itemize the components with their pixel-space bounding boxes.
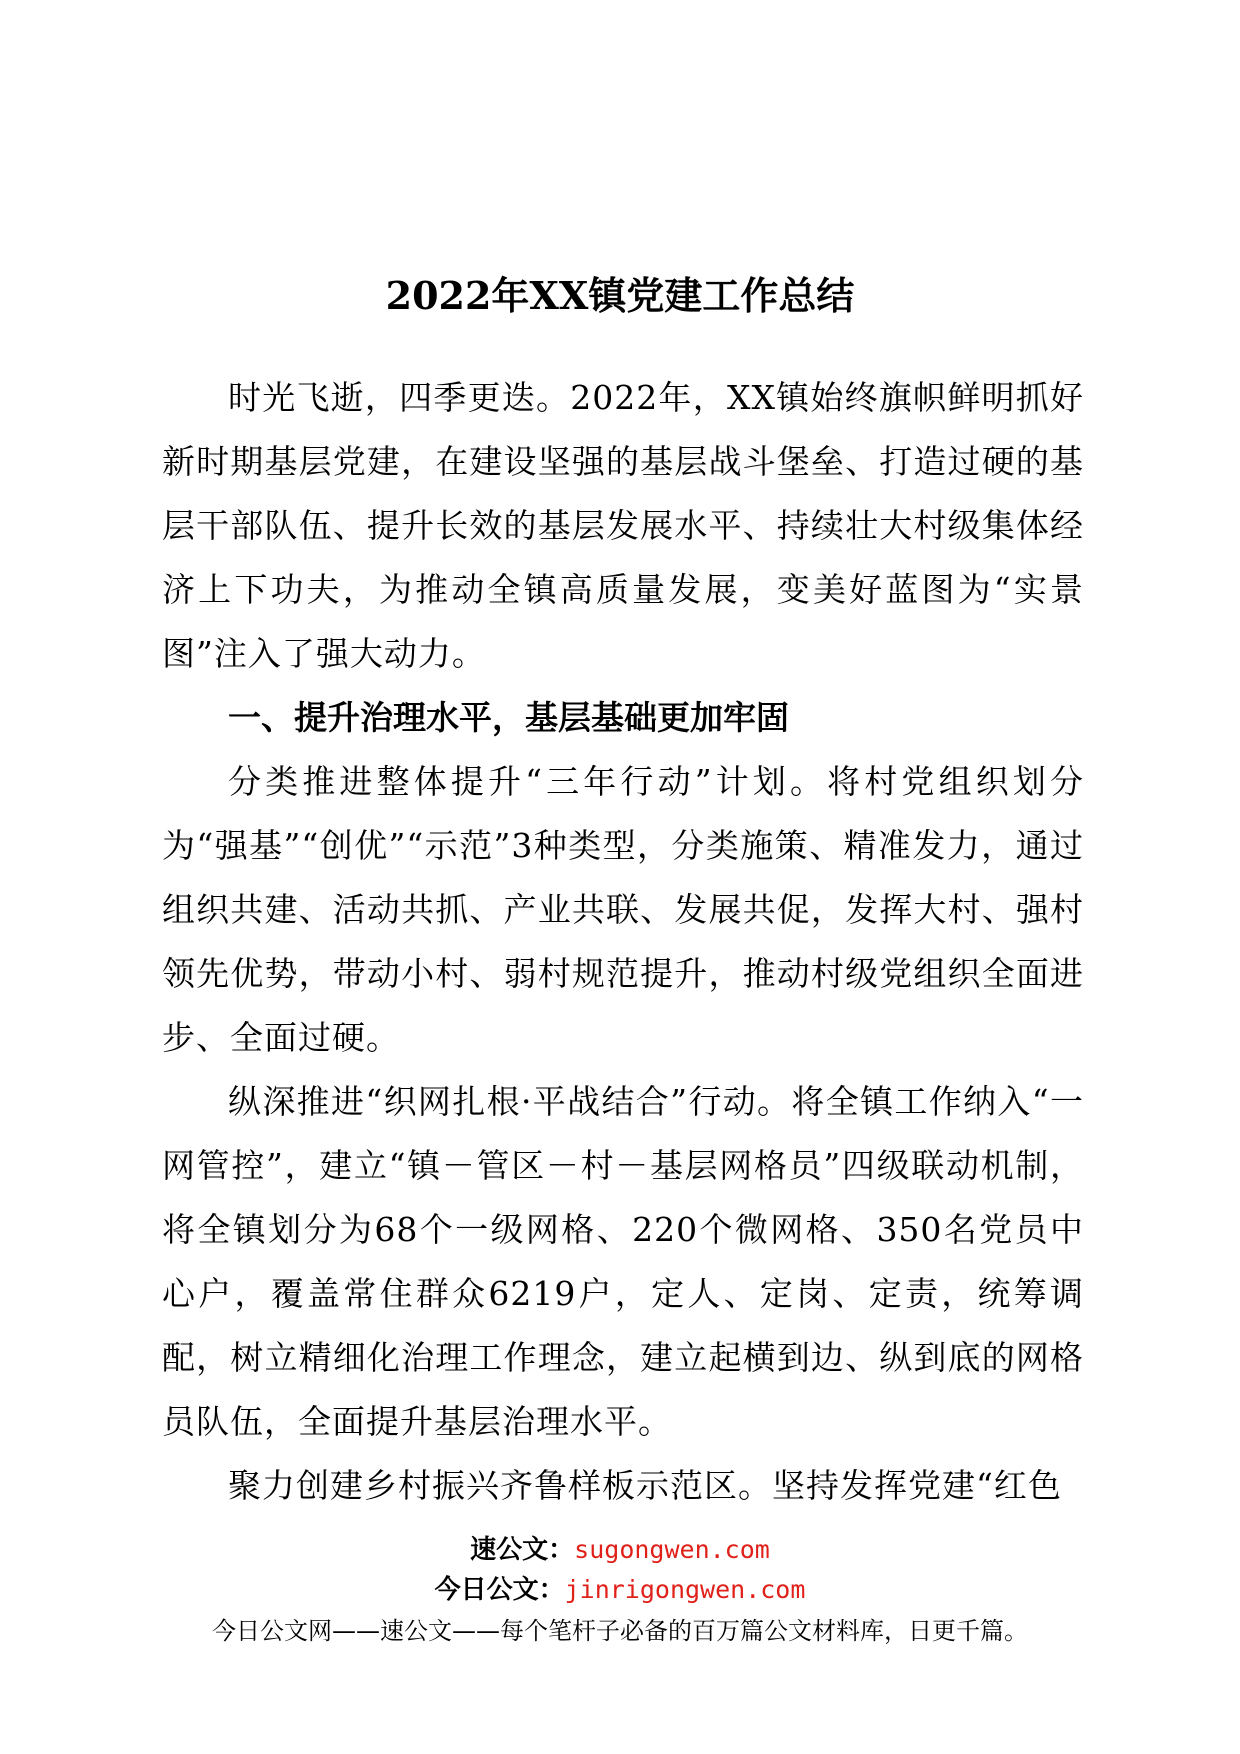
footer-slogan: 今日公文网——速公文——每个笔杆子必备的百万篇公文材料库，日更千篇。: [212, 1617, 1028, 1645]
document-body: [162, 366, 1084, 1518]
intro-paragraph: 时光飞逝，四季更迭。2022年，XX镇始终旗帜鲜明抓好新时期基层党建，在建设坚强的基层战斗堡垒、打造过硬的基层干部队伍、提升长效的基层发展水平、持续壮大村级集体经济上下功夫，为推动全镇高质量发展，变美好蓝图为“实景图”注入了强大动力。: [162, 378, 1084, 673]
footer-link-jinrigongwen[interactable]: jinrigongwen.com: [564, 1575, 806, 1604]
section1-paragraph-2: 纵深推进“织网扎根·平战结合”行动。将全镇工作纳入“一网管控”，建立“镇－管区－村－基层网格员”四级联动机制，将全镇划分为68个一级网格、220个微网格、350名党员中心户，覆盖常住群众6219户，定人、定岗、定责，统筹调配，树立精细化治理工作理念，建立起横到边、纵到底的网格员队伍，全面提升基层治理水平。: [162, 1082, 1084, 1441]
section1-paragraph-3: 聚力创建乡村振兴齐鲁样板示范区。坚持发挥党建“红色: [228, 1466, 1062, 1505]
document-title: 2022年XX镇党建工作总结: [385, 273, 855, 318]
section-heading-1: 一、提升治理水平，基层基础更加牢固: [228, 698, 789, 737]
section1-paragraph-1: 分类推进整体提升“三年行动”计划。将村党组织划分为“强基”“创优”“示范”3种类型，分类施策、精准发力，通过组织共建、活动共抓、产业共联、发展共促，发挥大村、强村领先优势，带动小村、弱村规范提升，推动村级党组织全面进步、全面过硬。: [162, 762, 1084, 1057]
footer-jinrigongwen: [0, 1572, 1240, 1608]
footer-label-sugongwen: 速公文：: [470, 1535, 575, 1565]
footer-sugongwen: [0, 1532, 1240, 1568]
footer-link-sugongwen[interactable]: sugongwen.com: [574, 1535, 770, 1564]
footer-label-jinrigongwen: 今日公文：: [434, 1575, 565, 1605]
